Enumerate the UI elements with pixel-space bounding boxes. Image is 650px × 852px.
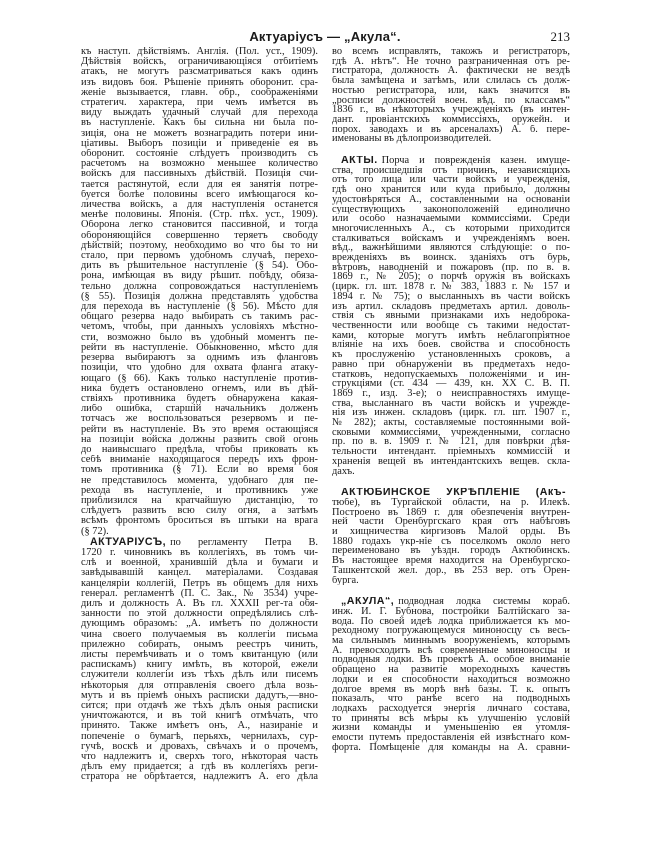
line-text: дант. провіантскихъ коммиссіяхъ, оружейн. и	[332, 114, 570, 125]
line-text: долгое время въ морѣ внѣ базы. Т. к. опытъ	[332, 684, 570, 695]
text-line	[81, 169, 318, 179]
text-line	[332, 685, 570, 695]
text-line	[332, 321, 570, 331]
text-line	[332, 646, 570, 656]
line-text: изъ артил. складовъ предметахъ артил. доволь-	[332, 301, 570, 312]
text-line	[332, 205, 570, 215]
line-text: четомъ, чтобы, при данныхъ условіяхъ мѣстно-	[81, 322, 318, 333]
line-text: до наивысшаго предѣла, чтобы приковать къ	[81, 444, 318, 455]
text-line	[332, 166, 570, 176]
line-text: гдѣ А. нѣтъ“. Не точно разграниченная отъ ре-	[332, 56, 570, 67]
text-line	[332, 311, 570, 321]
line-text: форта. Помѣщеніе для команды на А. сравни-	[332, 742, 570, 753]
text-line	[81, 589, 318, 599]
text-line	[81, 57, 318, 67]
text-line	[81, 210, 318, 220]
line-text: чина своего получаемыя въ коллегіи письма	[81, 629, 318, 640]
text-line	[332, 379, 570, 389]
line-text: канцеляріи коллегій, Петръ въ общемъ для нихъ	[81, 578, 318, 589]
text-line	[81, 691, 318, 701]
text-line	[332, 350, 570, 360]
line-text: что надлежитъ и, сверхъ того, нѣкоторая часть	[81, 752, 318, 763]
text-line	[81, 762, 318, 772]
text-line	[332, 447, 570, 457]
text-line	[332, 292, 570, 302]
article-entry	[332, 156, 570, 476]
text-line	[81, 752, 318, 762]
text-line	[81, 476, 318, 486]
line-text: Построено въ 1869 г. для обезпеченія внутрен-	[332, 507, 570, 518]
line-text: въ наступленіе. Какъ бы сильна ни была по-	[81, 118, 318, 129]
line-text: реходному погружающемуся миноносцу съ весь-	[332, 626, 570, 637]
text-line	[81, 363, 318, 373]
text-line	[332, 655, 570, 665]
text-line	[332, 185, 570, 195]
text-line	[81, 159, 318, 169]
line-text: либо ошибка, старшій начальникъ долженъ	[81, 404, 318, 415]
entry-heading: АКТЮБИНСКОЕ УКРѢПЛЕНІЕ (Акъ-	[341, 488, 566, 498]
text-line	[332, 331, 570, 341]
line-text: сковыми коммиссіями, учрежденными, согласно	[332, 427, 570, 438]
text-line	[332, 156, 570, 166]
line-text: стратора не обрѣтается, надлежитъ А. его дѣла	[81, 772, 318, 783]
line-text: гистратора, должность А. фактически не вездѣ	[332, 66, 570, 77]
line-text: храненія вещей въ интендантскихъ вещев. скла-	[332, 456, 570, 467]
text-line	[81, 537, 318, 548]
line-text: стратегич. характера, при чемъ имѣется въ	[81, 98, 318, 109]
line-text: 1720 г. чиновникъ въ коллегіяхъ, въ томъ чи-	[81, 547, 318, 558]
line-text: отъ того лица или части войскъ и учрежденія,	[332, 175, 570, 186]
text-line	[332, 428, 570, 438]
line-text: врежденіяхъ въ воинск. зданіяхъ отъ бурь,	[332, 253, 570, 263]
text-line	[81, 772, 318, 782]
text-line	[81, 231, 318, 241]
page-number: 213	[550, 29, 570, 44]
text-line	[81, 261, 318, 271]
text-line	[332, 47, 570, 57]
text-line	[332, 498, 570, 508]
line-text: 1894 г. № 75); о высланныхъ въ части войскъ	[332, 291, 570, 302]
running-header-title: Актуаріусъ — „Акула“.	[249, 29, 401, 44]
line-text: завѣдывавшій канцел. матеріалами. Создавая	[81, 568, 318, 579]
text-line	[81, 190, 318, 200]
line-text: мутъ и въ пріемѣ оныхъ расписки дадутъ,—вно-	[81, 690, 318, 701]
line-text: ствіяхъ противника будетъ обнаружена какая-	[81, 393, 318, 404]
line-text: войскъ для пассивныхъ дѣйствій. Позиція счи-	[81, 169, 318, 180]
line-text: ствія съ явными признаками ихъ недоброка-	[332, 311, 570, 321]
text-line	[81, 548, 318, 558]
line-text: нѣкоторыя для отправленія своего дѣла возь-	[81, 680, 318, 691]
line-text: генерал. регламентѣ (П. С. Зак., № 3534) учре-	[81, 588, 318, 599]
text-line	[81, 312, 318, 322]
text-line	[332, 195, 570, 205]
text-line	[81, 681, 318, 691]
line-text: пр. по в. в. 1909 г. № 121, для повѣрки дѣя-	[332, 437, 570, 448]
text-line	[332, 723, 570, 733]
text-line	[81, 180, 318, 190]
text-line	[81, 579, 318, 589]
line-text: удостовѣряться А., составленными на основаніи	[332, 194, 570, 205]
text-line	[332, 694, 570, 704]
line-text: № 282); акты, составляемые постоянными вой-	[332, 418, 570, 428]
text-line	[81, 496, 318, 506]
text-line	[81, 619, 318, 629]
text-line	[81, 394, 318, 404]
line-text: позиціи, что удобно для охвата фланга атаку-	[81, 363, 318, 374]
line-text: чественности или вообще съ такими недостат-	[332, 320, 570, 331]
line-text: переименовано въ уѣздн. городъ Актюбинскъ.	[332, 546, 570, 557]
line-text: для перехода въ наступленіе (§ 56). Мѣсто для	[81, 302, 318, 313]
text-line	[332, 743, 570, 753]
line-text: (§ 55). Позиція должна представлять удобства	[81, 291, 318, 302]
line-text: тается растянутой, если для ея занятія потре-	[81, 179, 318, 190]
line-text: статковъ, недопускаемыхъ положеніями и ин-	[332, 369, 570, 380]
line-text: 1869 г., № 205); о порчѣ оружія въ войскахъ	[332, 272, 570, 283]
line-text: струкціями (ст. 434 — 439, кн. XX С. В. П.	[332, 379, 570, 389]
text-line	[332, 57, 570, 67]
text-line	[332, 607, 570, 617]
line-text: сится; при отдачѣ же тѣхъ дѣлъ оныя расписки	[81, 701, 318, 711]
line-text: служители коллегіи изъ тѣхъ дѣлъ или писемъ	[81, 670, 318, 681]
text-line	[332, 96, 570, 106]
text-line	[81, 333, 318, 343]
text-line	[81, 701, 318, 711]
line-text: по регламенту Петра В.	[170, 536, 318, 548]
line-text: дующимъ образомъ: „А. имѣетъ по должности	[81, 619, 318, 630]
line-text: попеченіе о бумагѣ, перьяхъ, чернилахъ, сур-	[81, 731, 318, 742]
text-line	[332, 517, 570, 527]
text-line	[81, 414, 318, 424]
line-text: (цирк. гл. шт. 1878 г. № 383, 1883 г. № 157 и	[332, 282, 570, 292]
text-line	[81, 343, 318, 353]
line-text: рейти въ наступленіе. Обыкновенно, мѣсто для	[81, 342, 318, 353]
line-text: тельности интендант. пріемныхъ коммиссій и	[332, 447, 570, 457]
line-text: вліяніе на ихъ боев. свойства и способность	[332, 340, 570, 351]
entry-heading: АКТУАРІУСЪ,	[90, 536, 167, 548]
text-line	[332, 408, 570, 418]
text-line	[332, 675, 570, 685]
line-text: зиція, она не можетъ вознаградить потери ини-	[81, 128, 318, 139]
line-text: обращено на развитіе мореходныхъ качествъ	[332, 665, 570, 675]
text-line	[332, 597, 570, 607]
text-line	[81, 609, 318, 619]
text-line	[332, 636, 570, 646]
line-text: А. превосходитъ всѣ современные миноносцы и	[332, 645, 570, 656]
article-entry	[332, 597, 570, 752]
text-line	[81, 118, 318, 128]
line-text: виду выждать удачный случай для перехода	[81, 108, 318, 119]
text-line	[332, 272, 570, 282]
text-line	[81, 640, 318, 650]
text-line	[81, 241, 318, 251]
text-line	[332, 340, 570, 350]
line-text: женіе вызывается, главн. обр., соображеніями	[81, 87, 318, 98]
line-text: рейти въ наступленіе. Въ это время остающіяся	[81, 424, 318, 435]
line-text: принято. Также имѣетъ онъ, А., назираніе и	[81, 721, 318, 732]
text-line	[81, 374, 318, 384]
line-text: всѣмъ фронтомъ броситься въ штыки на врага	[81, 516, 318, 527]
line-text: резерва выбираютъ за однимъ изъ фланговъ	[81, 353, 318, 364]
text-line	[332, 302, 570, 312]
text-line	[332, 66, 570, 76]
line-text: буется болѣе половины всего имѣющагося ко-	[81, 189, 318, 200]
text-line	[332, 370, 570, 380]
text-line	[332, 125, 570, 135]
line-text: обороняющійся совершенно теряетъ свободу	[81, 230, 318, 241]
text-line	[332, 527, 570, 537]
line-text: рехода въ наступленіе, и противникъ уже	[81, 485, 318, 496]
line-text: сталкиваться войскамъ и учрежденіямъ воен.	[332, 233, 570, 244]
line-text: оборонит. состояніе слѣдуетъ производить съ	[81, 149, 318, 160]
text-line	[332, 418, 570, 428]
line-text: къ прослуженію установленныхъ сроковъ, а	[332, 350, 570, 360]
text-line	[332, 282, 570, 292]
text-line	[81, 404, 318, 414]
line-text: Оборона легко становится пассивной, и тогда	[81, 220, 318, 231]
line-text: лодки и ея способности находиться возможно	[332, 674, 570, 685]
text-line	[332, 665, 570, 675]
line-text: ма сильнымъ миннымъ вооруженіемъ, которымъ	[332, 636, 570, 646]
line-text: менѣе половины. Японія. (Стр. пѣх. уст., 1909).	[81, 210, 318, 221]
line-text: приблизился на кратчайшую дистанцію, то	[81, 495, 318, 506]
line-text: тотчасъ же воспользоваться резервомъ и пе-	[81, 414, 318, 425]
line-text: порох. заводахъ и въ арсеналахъ) А. б. пере-	[332, 124, 570, 135]
line-text: дѣйствій; поэтому, необходимо во что бы то ни	[81, 240, 318, 251]
line-text: подводныя лодки. Въ проектѣ А. особое вниманіе	[332, 655, 570, 666]
text-line	[81, 271, 318, 281]
line-text: ника будетъ остановлено огнемъ, или въ дѣй-	[81, 383, 318, 394]
line-text: многочисленныхъ А., съ которыми приходится	[332, 223, 570, 234]
text-line	[332, 86, 570, 96]
text-line	[332, 234, 570, 244]
text-line	[332, 389, 570, 399]
text-line	[81, 149, 318, 159]
line-text: тюбе), въ Тургайской области, на р. Илекѣ.	[332, 497, 570, 508]
line-text: личества войскъ, а для наступленія останется	[81, 200, 318, 211]
line-text: ющаго (§ 66). Какъ только наступленіе против-	[81, 373, 318, 384]
line-text: томъ противника (§ 71). Если во время боя	[81, 465, 318, 476]
text-line	[81, 98, 318, 108]
line-text: дахъ.	[332, 466, 355, 477]
text-line	[332, 253, 570, 263]
text-line	[332, 457, 570, 467]
text-line	[332, 546, 570, 556]
text-line	[332, 626, 570, 636]
text-line	[81, 302, 318, 312]
text-line	[332, 76, 570, 86]
line-text: 1869 г., изд. 3-е); о неисправностяхъ имуще-	[332, 388, 570, 399]
text-line	[81, 486, 318, 496]
text-line	[81, 139, 318, 149]
line-text: существующихъ законоположеній единолично	[332, 204, 570, 215]
text-line	[81, 88, 318, 98]
line-text: „росписи должностей воен. вѣд. по классамъ“	[332, 95, 570, 106]
line-text: равно при обнаруженіи въ предметахъ недо-	[332, 359, 570, 370]
line-text: дилъ и должность А. Въ гл. XXXII рег-та обя-	[81, 598, 318, 609]
text-line	[81, 445, 318, 455]
line-text: емости путемъ предоставленія ей извѣстнаго ком-	[332, 733, 570, 743]
text-line	[81, 630, 318, 640]
article-entry	[81, 537, 318, 783]
text-line	[332, 467, 570, 477]
text-line	[81, 711, 318, 721]
line-text: атакъ, не могутъ разсматриваться какъ одинъ	[81, 67, 318, 78]
text-line	[81, 108, 318, 118]
text-line	[332, 733, 570, 743]
line-text: подводная лодка системы кораб.	[398, 597, 570, 607]
entry-heading: „АКУЛА“,	[341, 597, 395, 607]
line-text: ней части Оренбургскаго края отъ набѣговъ	[332, 517, 570, 528]
line-text: къ наступ. дѣйствіямъ. Англія. (Пол. уст., 1909).	[81, 47, 318, 57]
text-line	[81, 660, 318, 670]
line-text: вѣтровъ, наводненій и пожаровъ (пр. по в. в.	[332, 262, 570, 273]
line-text: (§ 72).	[81, 526, 109, 537]
line-text: изъ видовъ боя. Рѣшеніе принять оборонит. сра-	[81, 77, 318, 88]
line-text: прилежно собирать, онымъ реестръ чинить,	[81, 639, 318, 650]
text-line	[81, 251, 318, 261]
line-text: занности по этой должности опредѣлялись слѣ-	[81, 609, 318, 620]
line-text: вода. По своей идеѣ лодка приближается къ мо-	[332, 616, 570, 627]
text-line	[81, 558, 318, 568]
text-line	[81, 455, 318, 465]
line-text: вѣд., важнѣйшими являются слѣдующіе: о по-	[332, 243, 570, 254]
text-line	[81, 506, 318, 516]
line-text: дить въ рѣшительное наступленіе (§ 54). Обо-	[81, 261, 318, 272]
text-line	[332, 537, 570, 547]
left-column	[81, 47, 318, 783]
line-text: 1880 годахъ укр-ніе съ поселкомъ около него	[332, 536, 570, 547]
article-continuation	[332, 47, 570, 144]
text-line	[81, 465, 318, 475]
line-text: именованы въ дѣлопроизводителей.	[332, 134, 492, 145]
text-line	[332, 437, 570, 447]
text-line	[332, 360, 570, 370]
text-line	[81, 435, 318, 445]
line-text: гдѣ оно хранится или куда прибыло, должны	[332, 185, 570, 195]
text-line	[332, 105, 570, 115]
line-text: инж. И. Г. Бубнова, постройки Балтійскаго за-	[332, 606, 570, 617]
line-text: рона, имѣющая въ виду рѣшит. побѣду, обяза-	[81, 271, 318, 282]
line-text: показалъ, что ранѣе всего на подводныхъ	[332, 694, 570, 704]
article-continuation	[81, 47, 318, 537]
line-text: слѣ и военной, хранившій дѣла и бумаги и	[81, 558, 318, 569]
line-text: не представилось момента, удобнаго для пе-	[81, 475, 318, 486]
line-text: гучѣ, воскѣ и дровахъ, свѣчахъ и о прочемъ,	[81, 741, 318, 752]
text-line	[81, 721, 318, 731]
text-line	[81, 650, 318, 660]
text-line	[81, 292, 318, 302]
text-line	[81, 282, 318, 292]
text-line	[332, 704, 570, 714]
line-text: дѣлъ ему придается; а гдѣ въ коллегіяхъ реги-	[81, 762, 318, 773]
line-text: ціативы. Выборъ позиціи и приведеніе ея въ	[81, 138, 318, 149]
line-text: и хищничества киргизовъ Малой орды. Въ	[332, 527, 570, 537]
line-text: ства, происшедшія отъ причинъ, независящихъ	[332, 165, 570, 176]
line-text: ками, которые могутъ имѣть неблагопріятное	[332, 330, 570, 341]
text-line	[332, 556, 570, 566]
line-text: на позиціи войска должны развить свой огонь	[81, 434, 318, 445]
text-line	[332, 263, 570, 273]
text-line	[81, 200, 318, 210]
text-line	[81, 599, 318, 609]
text-line	[332, 243, 570, 253]
line-text: бурга.	[332, 575, 359, 586]
text-line	[332, 508, 570, 518]
text-line	[332, 214, 570, 224]
line-text: во всемъ исправлять, такожъ и регистраторъ,	[332, 47, 570, 57]
line-text: лодкахъ расходуется энергія личнаго состава,	[332, 704, 570, 714]
entry-heading: АКТЫ.	[341, 156, 378, 166]
line-text: сти, возможно было въ удобный моментъ пе-	[81, 332, 318, 343]
text-line	[81, 78, 318, 88]
line-text: расчетомъ на возможно меньшее количество	[81, 159, 318, 170]
text-line	[332, 566, 570, 576]
text-line	[332, 115, 570, 125]
text-line	[332, 134, 570, 144]
text-line	[81, 67, 318, 77]
text-line	[81, 742, 318, 752]
text-line	[332, 175, 570, 185]
text-line	[81, 220, 318, 230]
line-text: нія изъ инжен. складовъ (цирк. гл. шт. 1907 г.,	[332, 408, 570, 419]
line-text: распискамъ) книгу имѣть, въ которой, ежели	[81, 660, 318, 671]
line-text: уничтожаются, и въ той книгѣ отмѣчать, что	[81, 711, 318, 722]
line-text: или особо назначаемыми коммиссіями. Среди	[332, 214, 570, 224]
text-line	[81, 670, 318, 680]
line-text: была замѣщена и затѣмъ, или слилась съ долж-	[332, 76, 570, 86]
text-line	[81, 568, 318, 578]
text-line	[81, 353, 318, 363]
text-line	[332, 714, 570, 724]
line-text: Порча и поврежденія казен. имуще-	[381, 156, 570, 166]
text-line	[81, 425, 318, 435]
line-text: 1836 г., въ нѣкоторыхъ учрежденіяхъ (въ интен-	[332, 105, 570, 115]
line-text: жизни команды и уменьшенію ея утомля-	[332, 723, 570, 734]
text-line	[81, 47, 318, 57]
text-line	[81, 384, 318, 394]
line-text: ства, высланнаго въ части войскъ и учрежде-	[332, 398, 570, 409]
right-column	[332, 47, 570, 753]
line-text: стало, при первомъ удобномъ случаѣ, перехо-	[81, 251, 318, 262]
text-line	[81, 322, 318, 332]
line-text: Ташкентской жел. дор., въ 253 вер. отъ Орен-	[332, 565, 570, 576]
text-line	[332, 224, 570, 234]
line-text: себѣ вниманіе находящагося передъ ихъ фрон-	[81, 455, 318, 466]
text-line	[81, 516, 318, 526]
line-text: ностью регистратора, или, какъ значится въ	[332, 85, 570, 96]
text-line	[332, 399, 570, 409]
text-line	[332, 576, 570, 586]
line-text: листы перемѣчивать и о томъ квитанцую (или	[81, 649, 318, 660]
article-entry	[332, 488, 570, 585]
line-text: общаго резерва надо выбирать съ такимъ рас-	[81, 312, 318, 323]
text-line	[332, 617, 570, 627]
line-text: Дѣйствія войскъ, ограничивающіяся отбитіемъ	[81, 57, 318, 68]
text-line	[81, 732, 318, 742]
line-text: то приняты всѣ мѣры къ улучшенію условій	[332, 713, 570, 724]
line-text: Въ настоящее время находится на Оренбургско-	[332, 556, 570, 566]
text-line	[81, 129, 318, 139]
text-line	[332, 488, 570, 498]
line-text: слѣдуетъ развить всю силу огня, а затѣмъ	[81, 506, 318, 517]
text-line	[81, 527, 318, 537]
line-text: тельно должна сопровождаться наступленіемъ	[81, 281, 318, 292]
